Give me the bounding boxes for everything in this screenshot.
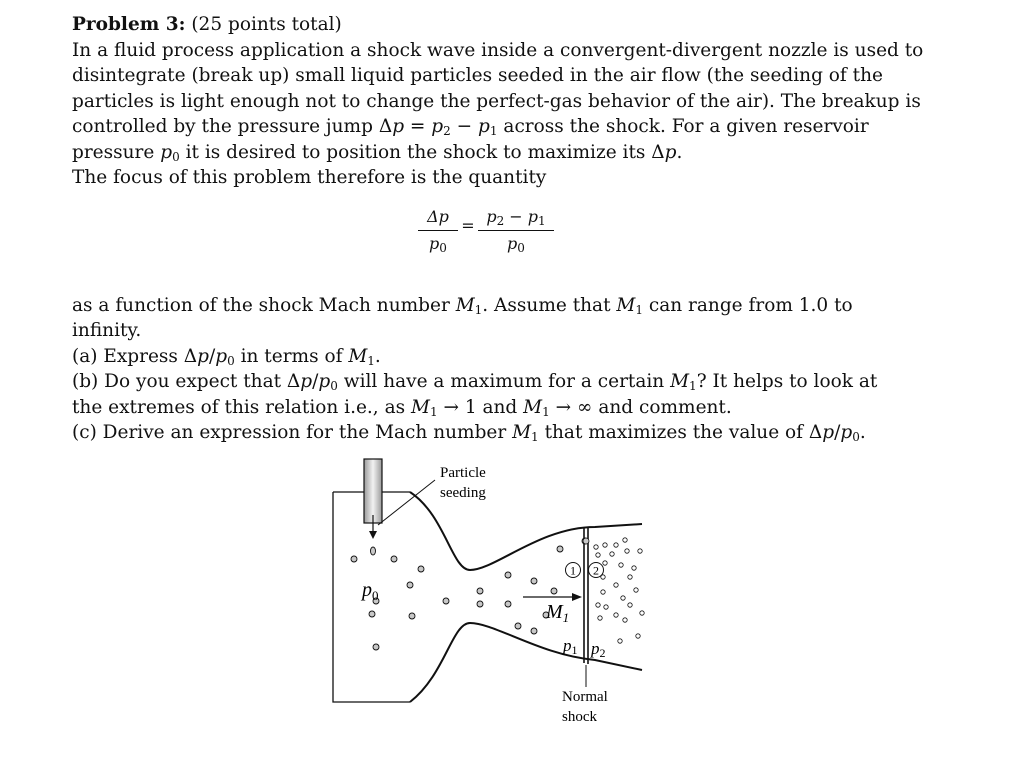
text-line: controlled by the pressure jump $\Delta p = p_2 - p_1$ across the shock. For a given reservoir <box>72 116 869 138</box>
rhs-fraction <box>478 204 554 257</box>
particles <box>351 538 588 650</box>
particle-seeding-label-1: Particle <box>440 465 486 481</box>
rhs-numerator: $p_2 - p_1$ <box>478 204 554 231</box>
part-c: (c) Derive an expression for the Mach number $M_1$ that maximizes the value of $\Delta p/p_0$. <box>72 422 866 444</box>
lhs-denominator: $p_0$ <box>429 234 447 255</box>
part-a: (a) Express $\Delta p/p_0$ in terms of $M_1$. <box>72 345 381 368</box>
mach-label: $M_1$ <box>546 601 570 625</box>
state-2-label: 2 <box>593 563 599 578</box>
text-line: disintegrate (break up) small liquid particles seeded in the air flow (the seeding of the <box>72 65 883 86</box>
p0-label: $p_0$ <box>362 579 379 603</box>
m1-arrowhead <box>572 593 582 601</box>
problem-heading: Problem 3: <box>72 14 186 35</box>
seeding-tube <box>364 459 382 523</box>
text-line: as a function of the shock Mach number $M_1$. Assume that $M_1$ can range from 1.0 to <box>72 294 853 317</box>
particle-seeding-leader <box>378 480 435 525</box>
lhs-fraction <box>418 204 458 257</box>
part-b-cont: the extremes of this relation i.e., as $M_1 \to 1$ and $M_1$ → ∞ and comment. <box>72 396 732 419</box>
pressure-ratio-equation <box>418 204 558 264</box>
text-line: particles is light enough not to change the perfect-gas behavior of the air). The breakup is <box>72 90 921 112</box>
rhs-denominator: $p_0$ <box>507 234 525 255</box>
lhs-numerator: Δp <box>418 204 458 231</box>
state-1-label: 1 <box>570 563 576 578</box>
p2-label: p2 <box>591 639 606 660</box>
small-particles <box>594 538 644 643</box>
nozzle-diagram <box>320 455 660 740</box>
normal-shock-label-1: Normal <box>562 689 608 705</box>
text-line: In a fluid process application a shock wave inside a convergent-divergent nozzle is used to <box>72 39 924 61</box>
text-line: infinity. <box>72 320 142 341</box>
problem-header <box>72 12 932 38</box>
particle-seeding-label-2: seeding <box>440 485 486 501</box>
normal-shock-label-2: shock <box>562 709 597 725</box>
shock-particle <box>583 538 589 544</box>
nozzle-upper-wall <box>410 492 642 570</box>
text-line: The focus of this problem therefore is the quantity <box>72 167 547 188</box>
seeding-arrowhead <box>369 531 377 539</box>
p1-label: p1 <box>563 636 578 657</box>
part-b: (b) Do you expect that $\Delta p/p_0$ will have a maximum for a certain $M_1$? It helps to look at <box>72 371 878 393</box>
text-line: pressure $p_0$ it is desired to position the shock to maximize its Δp. <box>72 141 683 164</box>
equals-sign: = <box>461 216 475 235</box>
problem-points: (25 points total) <box>191 14 342 35</box>
